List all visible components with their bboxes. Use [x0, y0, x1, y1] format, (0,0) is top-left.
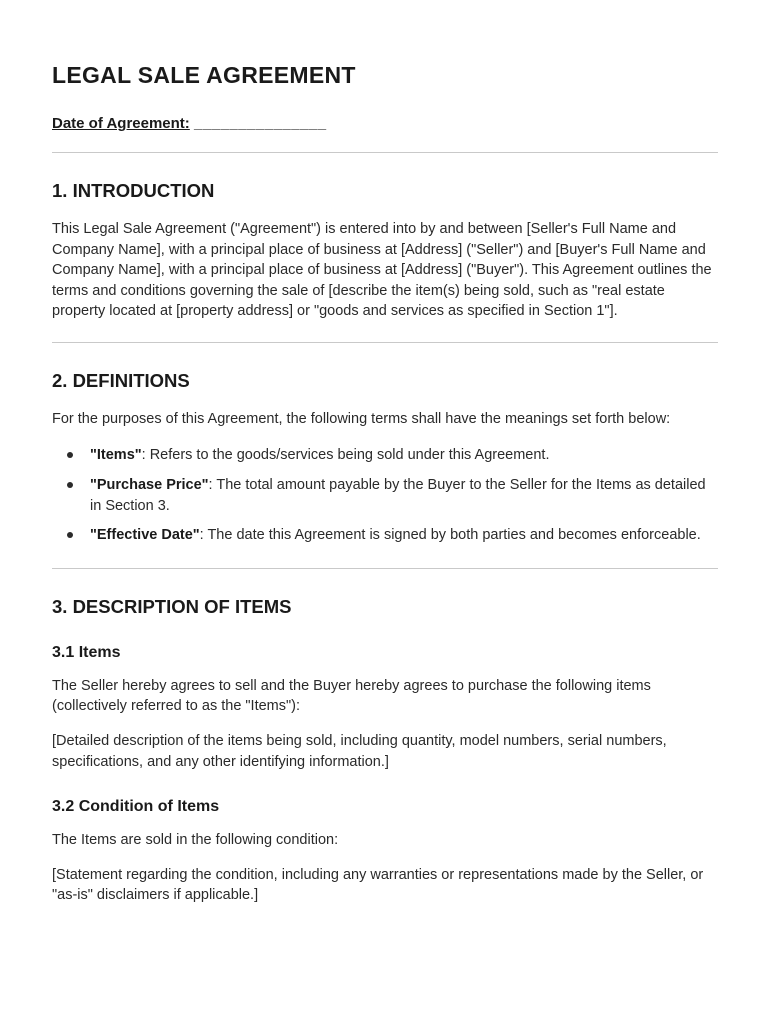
definition-text: : The total amount payable by the Buyer to the Seller for the Items as detailed in Section 3.: [90, 477, 706, 514]
items-description-placeholder: [Detailed description of the items being sold, including quantity, model numbers, serial numbers, specifications, and any other identifying information.]: [52, 732, 667, 770]
bullet-icon: [67, 532, 73, 538]
bullet-icon: [67, 482, 73, 488]
section-divider: [52, 568, 718, 569]
date-of-agreement-line: [52, 115, 718, 132]
section-divider: [52, 342, 718, 343]
items-paragraph: The Seller hereby agrees to sell and the Buyer hereby agrees to purchase the following items (collectively referred to as the "Items"):: [52, 677, 651, 715]
definition-term: "Effective Date": [90, 527, 200, 544]
section-heading-definitions: 2. DEFINITIONS: [52, 369, 190, 391]
definition-term: "Purchase Price": [90, 477, 209, 494]
introduction-paragraph: This Legal Sale Agreement ("Agreement") is entered into by and between [Seller's Full Name and Company Name], with a principal place of business at [Address] ("Seller") and [Buyer's Full Name and Company Name], with a principal place of business at [Address] ("Buyer"). This Agreement outlines the terms and conditions governing the sale of [describe the item(s) being sold, such as "real estate property located at [property address] or "goods and services as specified in Section 1"].: [52, 221, 712, 320]
subsection-heading-condition-of-items: 3.2 Condition of Items: [52, 798, 220, 816]
list-item: [52, 475, 718, 516]
list-item: [52, 525, 718, 546]
section-divider: [52, 152, 718, 153]
subsection-heading-items: 3.1 Items: [52, 643, 121, 661]
definition-text: : The date this Agreement is signed by both parties and becomes enforceable.: [199, 527, 701, 544]
definition-text: : Refers to the goods/services being sold under this Agreement.: [141, 447, 550, 464]
condition-statement-placeholder: [Statement regarding the condition, including any warranties or representations made by the Seller, or "as-is" disclaimers if applicable.]: [52, 866, 704, 904]
definition-term: "Items": [90, 447, 142, 464]
definitions-intro-paragraph: For the purposes of this Agreement, the following terms shall have the meanings set forth below:: [52, 410, 671, 427]
document-title: LEGAL SALE AGREEMENT: [52, 62, 356, 88]
list-item: [52, 445, 718, 466]
bullet-icon: [67, 452, 73, 458]
section-heading-description-of-items: 3. DESCRIPTION OF ITEMS: [52, 595, 292, 617]
date-blank-field[interactable]: _______________: [193, 115, 327, 132]
date-label: Date of Agreement:: [52, 115, 190, 132]
section-heading-introduction: 1. INTRODUCTION: [52, 180, 215, 201]
definitions-list: [52, 445, 718, 545]
condition-paragraph: The Items are sold in the following condition:: [52, 832, 339, 849]
